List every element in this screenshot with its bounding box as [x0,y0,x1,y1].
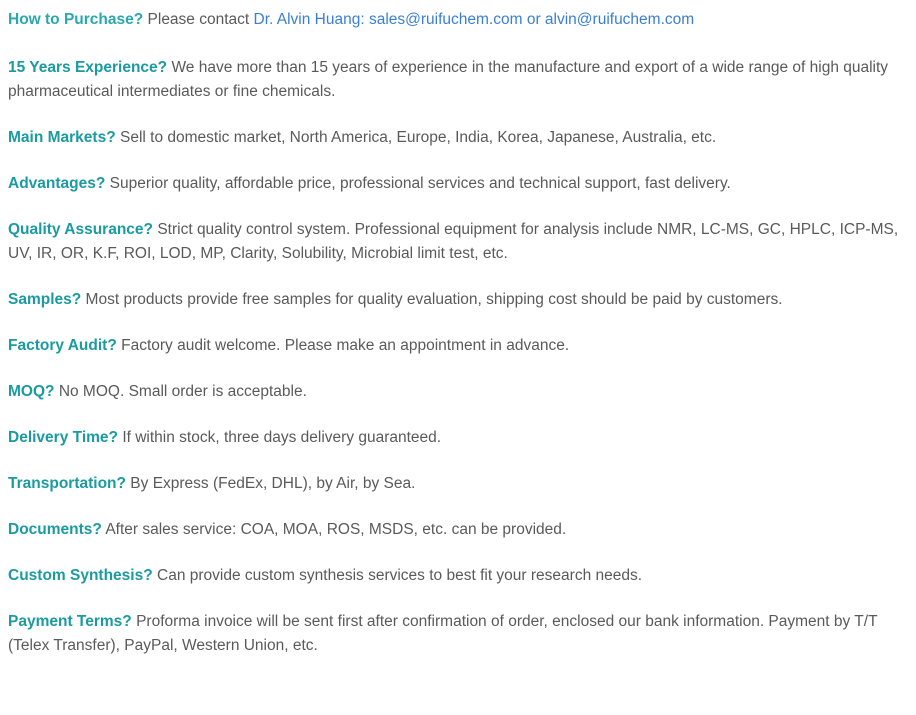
faq-question: How to Purchase? [8,11,144,28]
faq-question: Quality Assurance? [8,221,154,239]
faq-item-transportation [8,472,908,496]
faq-item-moq [8,380,908,404]
faq-item-documents [8,518,908,542]
faq-answer: Most products provide free samples for quality evaluation, shipping cost should be paid by customers. [85,291,783,309]
faq-item-payment-terms [8,610,908,658]
faq-question: Main Markets? [8,129,116,147]
faq-question: Transportation? [8,475,126,493]
faq-item-factory-audit [8,334,908,358]
faq-question: MOQ? [8,383,55,401]
faq-item-15-years-experience [8,56,908,104]
faq-item-how-to-purchase [8,8,908,32]
faq-item-quality-assurance [8,218,908,266]
faq-answer: Superior quality, affordable price, professional services and technical support, fast delivery. [109,175,731,193]
faq-question: Advantages? [8,175,106,193]
faq-question: 15 Years Experience? [8,59,168,77]
faq-answer: By Express (FedEx, DHL), by Air, by Sea. [130,475,416,493]
faq-question: Samples? [8,291,82,309]
faq-answer: Please contact [147,11,254,28]
faq-answer: Proforma invoice will be sent first after confirmation of order, enclosed our bank information. Payment by T/T (Telex Transfer), PayPal, Western Union, etc. [8,613,878,655]
contact-email-link[interactable]: Dr. Alvin Huang: sales@ruifuchem.com or alvin@ruifuchem.com [253,11,695,28]
faq-item-samples [8,288,908,312]
faq-answer: Sell to domestic market, North America, Europe, India, Korea, Japanese, Australia, etc. [119,129,717,147]
faq-answer: Can provide custom synthesis services to best fit your research needs. [157,567,643,585]
faq-question: Documents? [8,521,102,539]
faq-item-advantages [8,172,908,196]
faq-question: Factory Audit? [8,337,117,355]
faq-answer: Strict quality control system. Professional equipment for analysis include NMR, LC-MS, GC, HPLC, ICP-MS, UV, IR, OR, K.F, ROI, LOD, MP, Clarity, Solubility, Microbial limit test, etc. [8,221,899,263]
faq-answer: Factory audit welcome. Please make an appointment in advance. [121,337,570,355]
faq-answer: If within stock, three days delivery guaranteed. [122,429,442,447]
faq-item-main-markets [8,126,908,150]
faq-answer: No MOQ. Small order is acceptable. [58,383,307,401]
faq-answer: We have more than 15 years of experience in the manufacture and export of a wide range of high quality pharmaceutical intermediates or fine chemicals. [8,59,889,101]
faq-answer: After sales service: COA, MOA, ROS, MSDS, etc. can be provided. [105,521,567,539]
faq-question: Custom Synthesis? [8,567,153,585]
faq-item-delivery-time [8,426,908,450]
faq-question: Delivery Time? [8,429,118,447]
faq-question: Payment Terms? [8,613,132,631]
faq-item-custom-synthesis [8,564,908,588]
